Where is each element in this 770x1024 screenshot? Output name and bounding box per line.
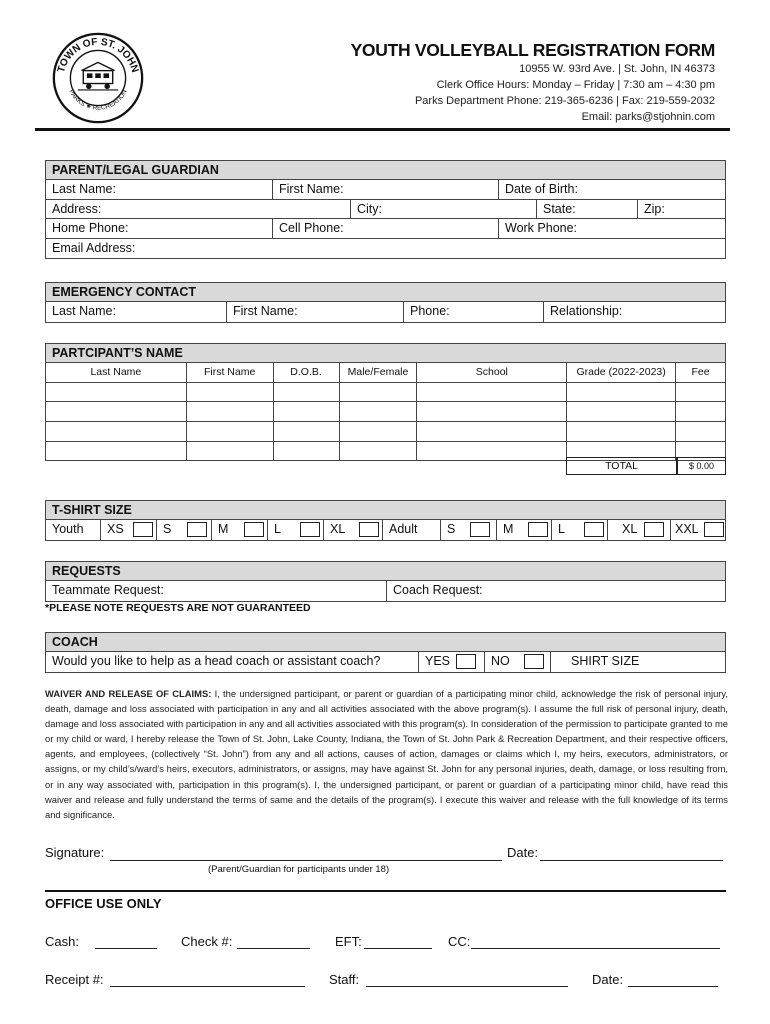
guardian-home-phone-field[interactable]: Home Phone: — [52, 221, 129, 235]
guardian-cell-phone-field[interactable]: Cell Phone: — [272, 219, 498, 238]
guardian-heading: PARENT/LEGAL GUARDIAN — [46, 161, 725, 180]
emergency-relationship-field[interactable]: Relationship: — [543, 302, 727, 322]
logo-text-top: TOWN OF ST. JOHN — [55, 36, 141, 74]
coach-question: Would you like to help as a head coach or assistant coach? — [52, 654, 381, 668]
table-row[interactable] — [46, 422, 726, 442]
eft-label: EFT: — [335, 934, 362, 949]
guardian-address-field[interactable]: Address: — [52, 201, 102, 216]
emergency-first-name-field[interactable]: First Name: — [226, 302, 403, 322]
staff-label: Staff: — [329, 972, 360, 987]
coach-no-checkbox[interactable] — [524, 654, 544, 669]
col-gender: Male/Female — [339, 363, 417, 383]
teammate-request-field[interactable]: Teammate Request: — [52, 583, 164, 597]
emergency-heading: EMERGENCY CONTACT — [46, 283, 725, 302]
col-last-name: Last Name — [46, 363, 187, 383]
signature-label: Signature: — [45, 845, 105, 860]
guardian-dob-field[interactable]: Date of Birth: — [498, 180, 727, 199]
participants-table — [45, 343, 726, 461]
coach-no-label: NO — [491, 654, 510, 668]
youth-m-checkbox[interactable] — [244, 522, 264, 537]
youth-m-label: M — [218, 522, 229, 536]
parks-phone-line: Parks Department Phone: 219-365-6236 | Fax: 219-559-2032 — [414, 95, 715, 107]
requests-note: *PLEASE NOTE REQUESTS ARE NOT GUARANTEED — [45, 602, 311, 614]
signature-date-label: Date: — [507, 845, 539, 860]
col-dob: D.O.B. — [273, 363, 339, 383]
col-school: School — [417, 363, 567, 383]
cash-label: Cash: — [45, 934, 79, 949]
coach-heading: COACH — [46, 633, 725, 652]
adult-m-label: M — [503, 522, 514, 536]
coach-section — [45, 632, 726, 673]
youth-l-label: L — [274, 522, 281, 536]
youth-xs-checkbox[interactable] — [133, 522, 153, 537]
waiver-text — [45, 686, 728, 822]
address-line: 10955 W. 93rd Ave. | St. John, IN 46373 — [519, 63, 715, 75]
guardian-state-field[interactable]: State: — [536, 200, 637, 219]
svg-text:TOWN OF ST. JOHN — [56, 37, 140, 74]
office-date-line[interactable] — [628, 986, 718, 987]
youth-s-checkbox[interactable] — [187, 522, 207, 537]
guardian-section — [45, 160, 726, 259]
coach-yes-checkbox[interactable] — [456, 654, 476, 669]
youth-xl-label: XL — [330, 522, 346, 536]
cc-label: CC: — [448, 934, 471, 949]
svg-text:PARKS ★ RECREATION — [67, 88, 128, 112]
youth-label: Youth — [52, 522, 84, 536]
guardian-first-name-field[interactable]: First Name: — [272, 180, 498, 199]
adult-s-checkbox[interactable] — [470, 522, 490, 537]
check-line[interactable] — [237, 948, 310, 949]
email-line: Email: parks@stjohnin.com — [581, 111, 715, 123]
town-seal-logo — [52, 32, 144, 124]
youth-xs-label: XS — [107, 522, 124, 536]
total-value: $ 0.00 — [677, 457, 726, 475]
youth-l-checkbox[interactable] — [300, 522, 320, 537]
adult-l-label: L — [558, 522, 565, 536]
check-label: Check #: — [181, 934, 233, 949]
coach-request-field[interactable]: Coach Request: — [386, 581, 727, 601]
participants-heading: PARTCIPANT’S NAME — [46, 344, 726, 363]
table-row[interactable] — [46, 402, 726, 422]
waiver-body: I, the undersigned participant, or parent or guardian of a participating minor child, acknowledge the risk of personal injury, death, damage and loss associated with participation in any and all activities associated with the above program(s). I assume the full risk of personal injury, death, damage and loss associated with participation in any and all activities associated with this program(s). In consideration of the permission to participate granted to me or my child or ward, I hereby release the Town of St. John, Lake County, Indiana, the Town of St. John Park & Recreation Department, and their respective officers, agents, and employees, (collectively “St. John”) from any and all actions, causes of action, damages or claims which I, my heirs, executors, administrators, or assigns, or my child’s/ward’s heirs, executors, administrators, or assigns, may have against St. John for any personal injuries, death, damage, or loss resulting from, or in any way associated with, participation in this program(s). I, the undersigned participant, or parent or guardian of a participating minor child, have read this waiver and release and fully understand the terms of same and the details of the program(s). I execute this waiver and release with the full knowledge of its terms and significance. — [45, 688, 729, 820]
guardian-zip-field[interactable]: Zip: — [637, 200, 727, 219]
form-title: YOUTH VOLLEYBALL REGISTRATION FORM — [350, 40, 715, 60]
staff-line[interactable] — [366, 986, 568, 987]
total-label: TOTAL — [566, 457, 677, 475]
office-heading: OFFICE USE ONLY — [45, 896, 162, 911]
signature-note: (Parent/Guardian for participants under 18) — [208, 864, 390, 875]
cash-line[interactable] — [95, 948, 157, 949]
coach-shirt-size-field[interactable]: SHIRT SIZE — [550, 652, 656, 672]
office-divider — [45, 890, 726, 892]
cc-line[interactable] — [471, 948, 720, 949]
logo-text-bottom: PARKS ★ RECREATION — [67, 88, 129, 112]
requests-section — [45, 561, 726, 602]
waiver-title: WAIVER AND RELEASE OF CLAIMS: — [45, 688, 212, 699]
receipt-label: Receipt #: — [45, 972, 104, 987]
adult-s-label: S — [447, 522, 456, 536]
tshirt-section — [45, 500, 726, 541]
coach-yes-label: YES — [425, 654, 451, 668]
emergency-section — [45, 282, 726, 323]
adult-xl-label: XL — [622, 522, 638, 536]
adult-xxl-label: XXL — [675, 522, 699, 536]
header-divider — [35, 128, 730, 131]
clerk-hours-line: Clerk Office Hours: Monday – Friday | 7:30 am – 4:30 pm — [436, 79, 715, 91]
adult-l-checkbox[interactable] — [584, 522, 604, 537]
adult-xxl-checkbox[interactable] — [704, 522, 724, 537]
requests-heading: REQUESTS — [46, 562, 725, 581]
guardian-email-field[interactable]: Email Address: — [52, 240, 136, 255]
signature-line[interactable] — [110, 860, 502, 861]
col-fee: Fee — [676, 363, 726, 383]
table-row[interactable] — [46, 382, 726, 402]
youth-xl-checkbox[interactable] — [359, 522, 379, 537]
emergency-phone-field[interactable]: Phone: — [403, 302, 543, 322]
guardian-last-name-field[interactable]: Last Name: — [52, 182, 116, 196]
adult-xl-checkbox[interactable] — [644, 522, 664, 537]
col-grade: Grade (2022-2023) — [567, 363, 676, 383]
youth-s-label: S — [163, 522, 172, 536]
tshirt-heading: T-SHIRT SIZE — [46, 501, 725, 520]
eft-line[interactable] — [364, 948, 432, 949]
adult-label: Adult — [382, 520, 440, 540]
col-first-name: First Name — [186, 363, 273, 383]
guardian-work-phone-field[interactable]: Work Phone: — [498, 219, 727, 238]
emergency-last-name-field[interactable]: Last Name: — [52, 304, 116, 318]
office-date-label: Date: — [592, 972, 624, 987]
guardian-city-field[interactable]: City: — [350, 200, 536, 219]
signature-date-line[interactable] — [540, 860, 723, 861]
receipt-line[interactable] — [110, 986, 305, 987]
adult-m-checkbox[interactable] — [528, 522, 548, 537]
